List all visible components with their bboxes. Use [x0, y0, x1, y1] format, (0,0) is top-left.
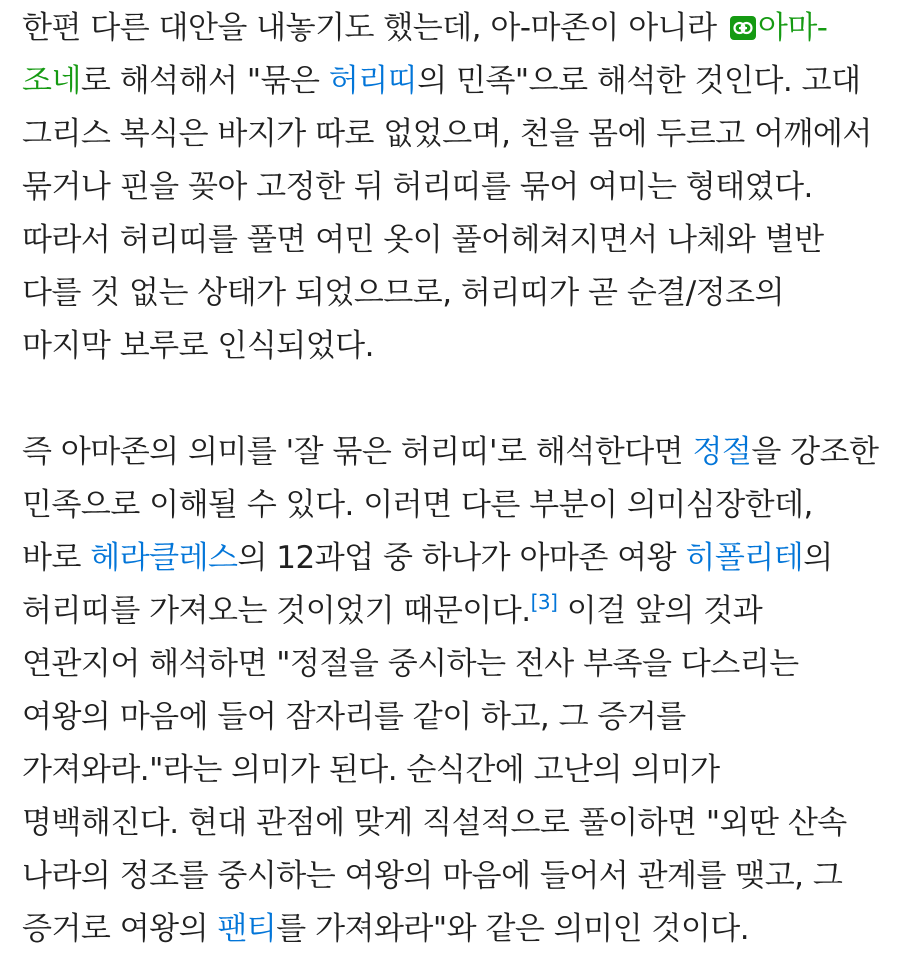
paragraph-2-text-6: 를 가져와라"와 같은 의미인 것이다. — [276, 911, 750, 947]
paragraph-2-text-2: 을 강조한 민족으로 이해될 수 있다. 이러면 다른 부분이 의미심장한데, 바로 — [22, 434, 879, 576]
paragraph-2-text-5: 이걸 앞의 것과 연관지어 해석하면 "정절을 중시하는 전사 부족을 다스리는 여왕의 마음에 들어 잠자리를 같이 하고, 그 증거를 가져와라."라는 의미가 된다. 순식간에 고난의 의미가 명백해진다. 현대 관점에 맞게 직설적으로 풀이하면 "외딴 산속 나라의 정조를 중시하는 여왕의 마음에 들어서 관계를 맺고, 그 증거로 여왕의 — [22, 593, 847, 947]
paragraph-1-text-2: 로 해석해서 "묶은 — [80, 63, 329, 99]
link-hippolyta[interactable]: 히폴리테 — [685, 540, 804, 576]
external-link-amazone[interactable]: 아마-조네 — [22, 10, 828, 99]
link-belt[interactable]: 허리띠 — [328, 63, 418, 99]
paragraph-1 — [22, 2, 880, 373]
paragraph-1-text-3: 의 민족"으로 해석한 것인다. 고대 그리스 복식은 바지가 따로 없었으며, 천을 몸에 두르고 어깨에서 묶거나 핀을 꽂아 고정한 뒤 허리띠를 묶어 여미는 형태였다. 따라서 허리띠를 풀면 여민 옷이 풀어헤쳐지면서 나체와 별반 다를 것 없는 상태가 되었으므로, 허리띠가 곧 순결/정조의 마지막 보루로 인식되었다. — [22, 63, 872, 364]
link-chastity[interactable]: 정절 — [692, 434, 752, 470]
chain-link-icon[interactable] — [730, 16, 756, 40]
paragraph-2 — [22, 426, 880, 956]
footnote-ref-3[interactable]: [3] — [530, 590, 558, 614]
paragraph-2-text-1: 즉 아마존의 의미를 '잘 묶은 허리띠'로 해석한다면 — [22, 434, 693, 470]
link-heracles[interactable]: 헤라클레스 — [90, 540, 238, 576]
paragraph-2-text-4: 의 허리띠를 가져오는 것이었기 때문이다. — [22, 540, 833, 629]
link-panty[interactable]: 팬티 — [217, 911, 277, 947]
paragraph-1-text-1: 한편 다른 대안을 내놓기도 했는데, 아-마존이 아니라 — [22, 10, 726, 46]
paragraph-2-text-3: 의 12과업 중 하나가 아마존 여왕 — [237, 540, 686, 576]
